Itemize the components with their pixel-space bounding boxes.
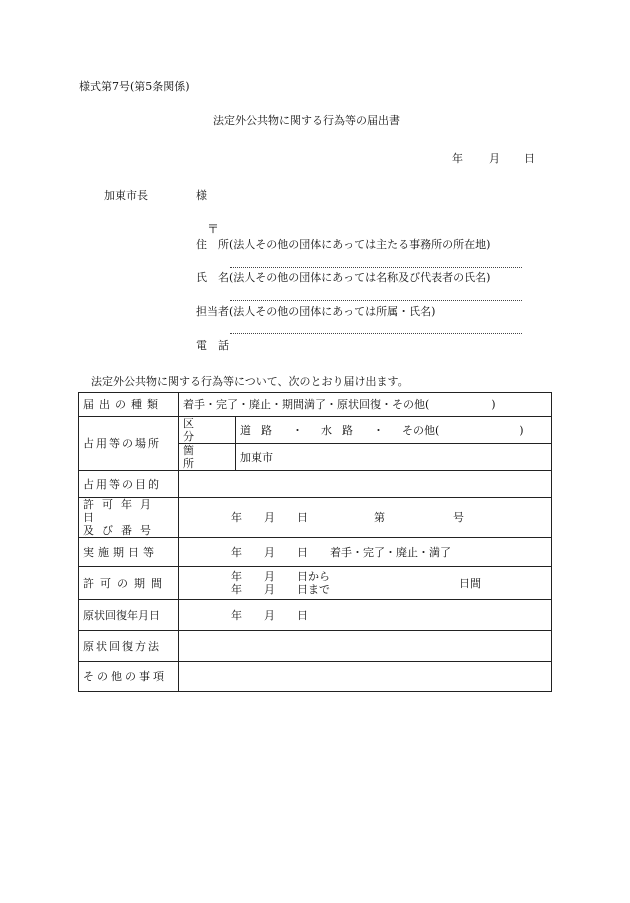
- row-period: [79, 567, 552, 600]
- addressee-name: 加東市長: [104, 189, 148, 202]
- class-dot2: ・: [373, 423, 384, 437]
- permit-year: 年: [231, 511, 242, 524]
- class-label-cell: [179, 417, 236, 444]
- row-location-class: [79, 417, 552, 444]
- permit-day: 日: [297, 511, 308, 524]
- address-label: 住 所: [196, 238, 229, 251]
- period-value-cell[interactable]: [179, 567, 552, 600]
- restore-year: 年: [231, 608, 242, 622]
- period-from-year: 年: [231, 570, 242, 583]
- restore-date-label-cell: [79, 600, 179, 631]
- permit-label-cell: [79, 498, 179, 538]
- restore-month: 月: [264, 608, 275, 622]
- restore-method-value-cell[interactable]: [179, 631, 552, 662]
- impl-label: 実施期日等: [83, 545, 158, 559]
- location-label: 占用等の場所: [83, 437, 161, 450]
- address-note: (法人その他の団体にあっては主たる事務所の所在地): [229, 238, 491, 251]
- period-to-month: 月: [264, 583, 275, 596]
- contact-row: [196, 305, 435, 319]
- class-close: ): [519, 423, 524, 437]
- impl-month: 月: [264, 545, 275, 559]
- impl-day: 日: [297, 545, 308, 559]
- period-label-cell: [79, 567, 179, 600]
- impl-label-cell: [79, 538, 179, 567]
- restore-method-label-cell: [79, 631, 179, 662]
- contact-label: 担当者: [196, 305, 229, 318]
- type-value-cell[interactable]: [179, 393, 552, 417]
- place-value-cell[interactable]: [236, 444, 552, 471]
- impl-value-cell[interactable]: [179, 538, 552, 567]
- row-implementation: [79, 538, 552, 567]
- permit-label-1: 許可年月日: [83, 498, 159, 524]
- class-label: 区分: [183, 417, 216, 443]
- notification-table: [78, 392, 552, 692]
- period-to-year: 年: [231, 583, 242, 596]
- place-value: 加東市: [240, 450, 273, 464]
- name-note: (法人その他の団体にあっては名称及び代表者の氏名): [229, 271, 491, 284]
- intro-text: 法定外公共物に関する行為等について、次のとおり届け出ます。: [91, 375, 409, 388]
- class-value-cell[interactable]: [236, 417, 552, 444]
- period-from-suffix: 日から: [297, 570, 330, 583]
- impl-status: 着手・完了・廃止・満了: [330, 545, 451, 559]
- class-other: その他(: [402, 423, 440, 437]
- other-label-cell: [79, 662, 179, 692]
- purpose-label-cell: [79, 471, 179, 498]
- type-label: 届出の種類: [83, 398, 163, 411]
- class-water: 水路: [321, 423, 363, 437]
- form-number: 様式第7号(第5条関係): [79, 80, 190, 93]
- restore-date-value-cell[interactable]: [179, 600, 552, 631]
- row-other: [79, 662, 552, 692]
- permit-month: 月: [264, 511, 275, 524]
- permit-label-2: 及び番号: [83, 524, 159, 537]
- row-restore-method: [79, 631, 552, 662]
- purpose-label: 占用等の目的: [83, 477, 161, 491]
- date-year: 年: [452, 152, 463, 165]
- permit-go: 号: [453, 511, 464, 524]
- addressee-honorific: 様: [196, 189, 207, 202]
- row-type: [79, 393, 552, 417]
- period-from-month: 月: [264, 570, 275, 583]
- impl-year: 年: [231, 545, 242, 559]
- contact-note: (法人その他の団体にあっては所属・氏名): [229, 305, 436, 318]
- address-row: [196, 238, 490, 252]
- page-title: 法定外公共物に関する行為等の届出書: [213, 114, 400, 127]
- type-close: ): [491, 398, 496, 411]
- place-label-cell: [179, 444, 236, 471]
- other-label: その他の事項: [83, 670, 167, 683]
- restore-day: 日: [297, 608, 308, 622]
- postal-mark: 〒: [207, 222, 220, 236]
- contact-line: [230, 333, 522, 334]
- class-road: 道路: [240, 423, 282, 437]
- place-label: 箇所: [183, 444, 216, 470]
- period-label: 許可の期間: [83, 576, 168, 590]
- class-dot1: ・: [292, 423, 303, 437]
- name-label: 氏 名: [196, 271, 229, 284]
- name-line: [230, 300, 522, 301]
- address-line: [230, 267, 522, 268]
- name-row: [196, 271, 490, 285]
- phone-label: 電 話: [196, 339, 229, 352]
- period-days: 日間: [459, 577, 481, 590]
- date-month: 月: [489, 152, 500, 165]
- permit-dai: 第: [374, 511, 385, 524]
- row-purpose: [79, 471, 552, 498]
- restore-method-label: 原状回復方法: [83, 639, 161, 653]
- row-restore-date: [79, 600, 552, 631]
- location-label-cell: [79, 417, 179, 471]
- row-permit: [79, 498, 552, 538]
- permit-value-cell[interactable]: [179, 498, 552, 538]
- type-options: 着手・完了・廃止・期間満了・原状回復・その他(: [183, 398, 430, 411]
- date-day: 日: [524, 152, 535, 165]
- type-label-cell: [79, 393, 179, 417]
- purpose-value-cell[interactable]: [179, 471, 552, 498]
- period-to-suffix: 日まで: [297, 583, 330, 596]
- restore-date-label: 原状回復年月日: [83, 608, 160, 622]
- other-value-cell[interactable]: [179, 662, 552, 692]
